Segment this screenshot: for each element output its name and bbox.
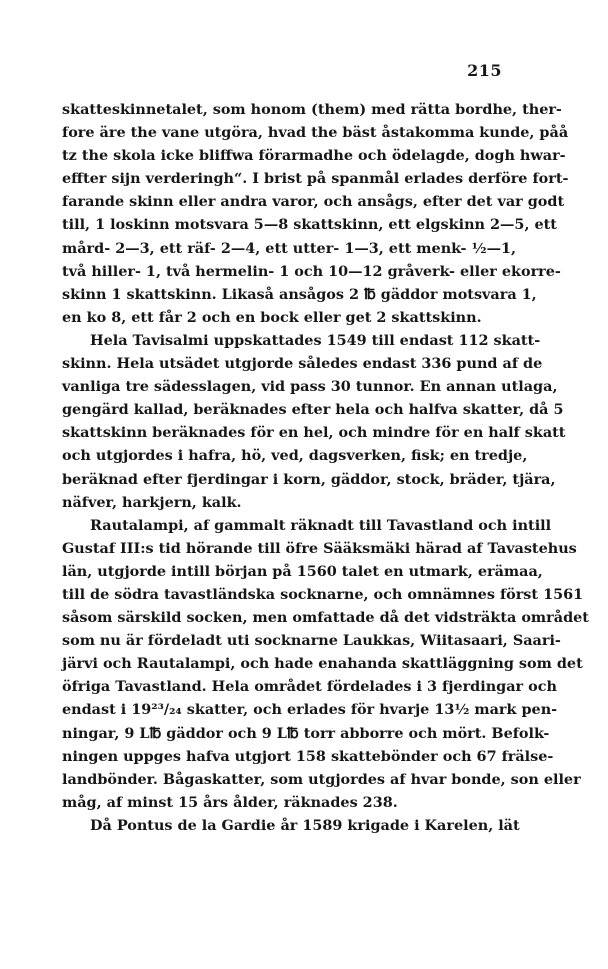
page-number: 215 — [467, 61, 502, 80]
text-line: landbönder. Bågaskatter, som utgjordes af hvar bonde, son eller — [62, 770, 581, 788]
paragraph-4 — [62, 814, 520, 837]
text-line: som nu är fördeladt uti socknarne Laukkas, Wiitasaari, Saari- — [62, 632, 561, 650]
text-line: måg, af minst 15 års ålder, räknades 238. — [62, 793, 398, 811]
paragraph-1 — [62, 98, 569, 329]
text-line: till, 1 loskinn motsvara 5—8 skattskinn, ett elgskinn 2—5, ett — [62, 216, 557, 234]
text-line: öfriga Tavastland. Hela området fördelades i 3 fjerdingar och — [62, 678, 557, 696]
text-line: och utgjordes i hafra, hö, ved, dagsverken, fisk; en tredje, — [62, 447, 528, 465]
text-line: fore äre the vane utgöra, hvad the bäst åstakomma kunde, påå — [62, 124, 569, 142]
text-line: mård- 2—3, ett räf- 2—4, ett utter- 1—3, ett menk- ½—1, — [62, 239, 516, 257]
text-line: farande skinn eller andra varor, och ansågs, efter det var godt — [62, 193, 565, 211]
text-line: skinn. Hela utsädet utgjorde således endast 336 pund af de — [62, 355, 543, 373]
text-line: såsom särskild socken, men omfattade då det vidsträkta området — [62, 609, 589, 627]
text-line: skattskinn beräknades för en hel, och mindre för en half skatt — [62, 424, 566, 442]
text-line: näfver, harkjern, kalk. — [62, 493, 242, 511]
text-line: vanliga tre sädesslagen, vid pass 30 tunnor. En annan utlaga, — [62, 378, 558, 396]
text-line: Rautalampi, af gammalt räknadt till Tavastland och intill — [90, 516, 552, 534]
text-line: ningar, 9 L℔ gäddor och 9 L℔ torr abborre och mört. Befolk- — [62, 724, 550, 742]
text-line: Då Pontus de la Gardie år 1589 krigade i Karelen, lät — [90, 816, 520, 834]
paragraph-2 — [62, 329, 566, 514]
text-line: till de södra tavastländska socknarne, och omnämnes först 1561 — [62, 585, 584, 603]
text-line: tz the skola icke bliffwa förarmadhe och ödelagde, dogh hwar- — [62, 147, 566, 165]
text-line: skatteskinnetalet, som honom (them) med rätta bordhe, ther- — [62, 101, 562, 118]
text-line: två hiller- 1, två hermelin- 1 och 10—12 gråverk- eller ekorre- — [62, 262, 561, 280]
text-line: ningen uppges hafva utgjort 158 skattebönder och 67 frälse- — [62, 747, 554, 765]
text-line: gengärd kallad, beräknades efter hela och halfva skatter, då 5 — [62, 401, 564, 419]
text-line: endast i 19²³/₂₄ skatter, och erlades för hvarje 13½ mark pen- — [62, 701, 558, 719]
text-line: järvi och Rautalampi, och hade enahanda skattläggning som det — [62, 655, 583, 673]
text-line: beräknad efter fjerdingar i korn, gäddor, stock, bräder, tjära, — [62, 470, 556, 488]
text-line: Gustaf III:s tid hörande till öfre Sääksmäki härad af Tavastehus — [62, 539, 577, 557]
text-line: en ko 8, ett får 2 och en bock eller get 2 skattskinn. — [62, 308, 482, 326]
text-line: skinn 1 skattskinn. Likaså ansågos 2 ℔ gäddor motsvara 1, — [62, 285, 537, 303]
text-body — [62, 98, 589, 837]
text-line: län, utgjorde intill början på 1560 talet en utmark, erämaa, — [62, 562, 543, 580]
text-line: effter sijn verderingh“. I brist på spanmål erlades derföre fort- — [62, 170, 569, 188]
text-line: Hela Tavisalmi uppskattades 1549 till endast 112 skatt- — [90, 331, 541, 349]
paragraph-3 — [62, 514, 589, 814]
